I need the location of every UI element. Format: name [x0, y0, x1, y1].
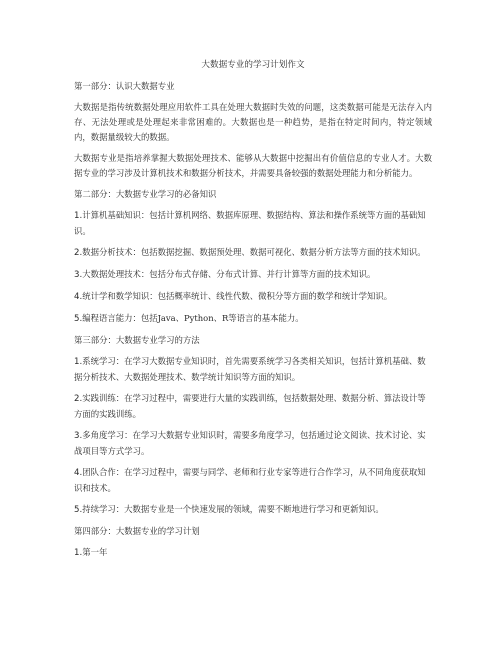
list-item-text: 持续学习：大数据专业是一个快速发展的领域，需要不断地进行学习和更新知识。	[82, 504, 384, 514]
section-heading: 第三部分：大数据专业学习的方法	[74, 335, 200, 345]
list-item	[74, 208, 432, 239]
list-item	[74, 391, 432, 422]
list-item-number: 4.	[74, 292, 83, 302]
list-item-number: 2.	[74, 248, 83, 258]
list-item-text: 团队合作：在学习过程中，需要与同学、老师和行业专家等进行合作学习，从不同角度获取知识和技术。	[74, 467, 426, 493]
list-item-number: 5.	[74, 505, 83, 515]
section-heading: 第四部分：大数据专业的学习计划	[74, 526, 200, 536]
list-item	[74, 267, 432, 283]
list-item	[74, 311, 432, 327]
list-item-number: 1.	[74, 357, 83, 367]
list-item	[74, 245, 432, 261]
section-heading: 第二部分：大数据专业学习的必备知识	[74, 189, 217, 199]
list-item	[74, 545, 432, 561]
list-item-text: 多角度学习：在学习大数据专业知识时，需要多角度学习，包括通过论文阅读、技术讨论、实战项目等方式学习。	[74, 430, 426, 456]
list-item-number: 1.	[74, 211, 83, 221]
list-item-text: 系统学习：在学习大数据专业知识时，首先需要系统学习各类相关知识，包括计算机基础、数据分析技术、大数据处理技术、数学统计知识等方面的知识。	[74, 356, 426, 382]
list-item-number: 5.	[74, 314, 83, 324]
list-item-text: 统计学和数学知识：包括概率统计、线性代数、微积分等方面的数学和统计学知识。	[82, 291, 393, 301]
section-heading: 第一部分：认识大数据专业	[74, 81, 175, 91]
list-item	[74, 289, 432, 305]
list-item-text: 编程语言能力：包括Java、Python、R等语言的基本能力。	[82, 313, 304, 323]
list-item-number: 3.	[74, 431, 83, 441]
document-page	[74, 58, 432, 567]
list-item-number: 2.	[74, 394, 83, 404]
list-item-text: 实践训练：在学习过程中，需要进行大量的实践训练，包括数据处理、数据分析、算法设计等方面的实践训练。	[74, 393, 426, 419]
list-item-text: 计算机基础知识：包括计算机网络、数据库原理、数据结构、算法和操作系统等方面的基础知识。	[74, 210, 426, 236]
paragraph: 大数据是指传统数据处理应用软件工具在处理大数据时失效的问题，这类数据可能是无法存入内存、无法处理或是处理起来非常困难的。大数据也是一种趋势，是指在特定时间内，特定领域内，数据量级较大的数据。	[74, 102, 432, 142]
list-item-number: 3.	[74, 270, 83, 280]
list-item-number: 4.	[74, 468, 83, 478]
list-item	[74, 428, 432, 459]
document-title: 大数据专业的学习计划作文	[201, 60, 305, 70]
list-item-text: 大数据处理技术：包括分布式存储、分布式计算、并行计算等方面的技术知识。	[82, 269, 376, 279]
list-item-number: 1.	[74, 548, 83, 558]
list-item-text: 第一年	[82, 547, 108, 557]
list-item-text: 数据分析技术：包括数据挖掘、数据预处理、数据可视化、数据分析方法等方面的技术知识。	[82, 247, 426, 257]
list-item	[74, 354, 432, 385]
list-item	[74, 465, 432, 496]
list-item	[74, 502, 432, 518]
paragraph: 大数据专业是指培养掌握大数据处理技术、能够从大数据中挖掘出有价值信息的专业人才。大数据专业的学习涉及计算机技术和数据分析技术，并需要具备较强的数据处理能力和分析能力。	[74, 153, 432, 178]
